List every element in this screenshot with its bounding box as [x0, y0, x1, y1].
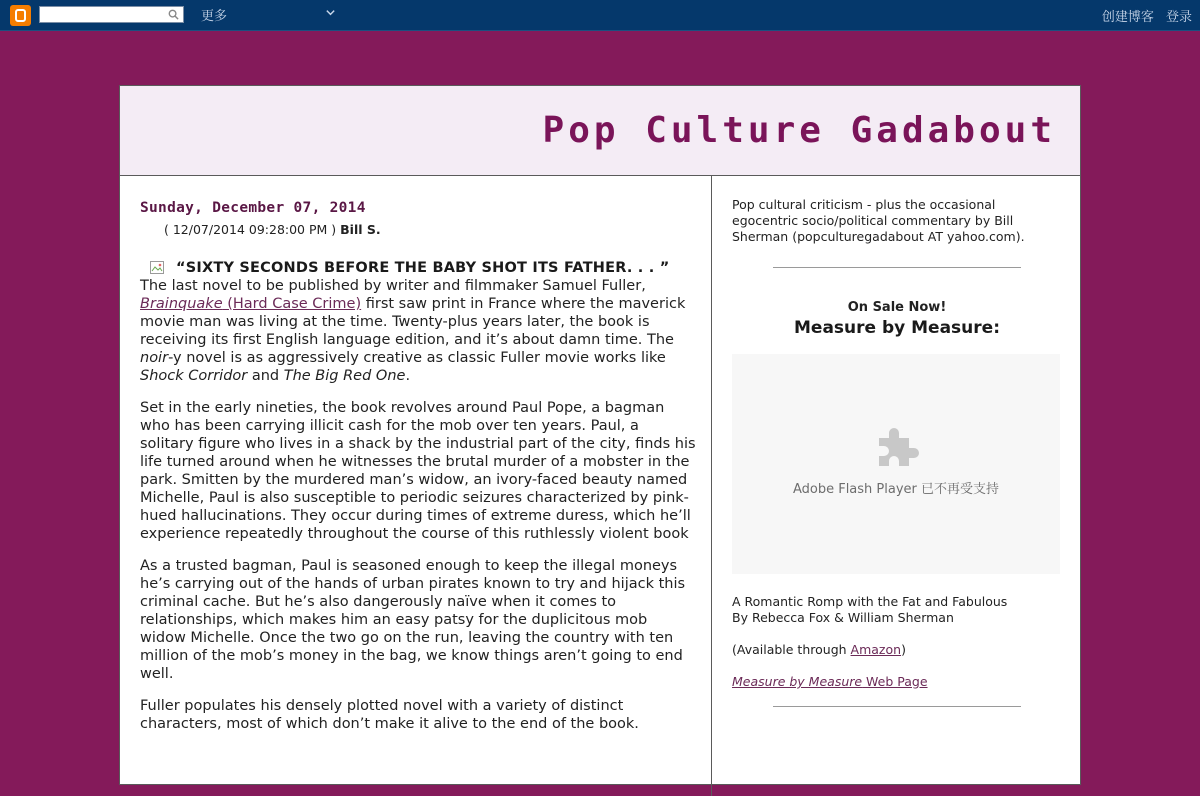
post-meta — [164, 221, 696, 239]
flash-unsupported-text: Adobe Flash Player 已不再受支持 — [792, 482, 1000, 497]
post-paragraph: Set in the early nineties, the book revolves around Paul Pope, a bagman who has been carrying illicit cash for the mob over ten years. Paul, a solitary figure who lives in a shack by the industrial part of the city, finds his life turned around when he witnesses the brutal murder of a mobster in the park. Smitten by the murdered man’s widow, an ivory-faced beauty named Michelle, Paul is also susceptible to periodic seizures characterized by pink-hued hallucinations. They occur during times of extreme duress, which he’ll experience repeatedly throughout the course of this ruthlessly violent book — [140, 400, 696, 542]
on-sale-label: On Sale Now! — [847, 300, 947, 315]
blog-description: Pop cultural criticism - plus the occasional egocentric socio/political commentary by Bill Sherman (popculturegadabout AT yahoo.com). — [732, 197, 1025, 244]
main-column — [140, 197, 696, 747]
create-blog-link[interactable]: 创建博客 — [1101, 10, 1154, 25]
text: -y novel is as aggressively creative as classic Fuller movie works like — [168, 350, 666, 366]
text: (Available through — [732, 642, 851, 657]
text: first saw print in France where the maverick movie man was living at the time. Twenty-plus years later, the book is receiving its first English language edition, and it’s about damn time. The — [140, 296, 686, 348]
text: (Hard Case Crime) — [222, 296, 362, 312]
text: and — [247, 368, 284, 384]
search-box — [39, 6, 184, 23]
amazon-link[interactable]: Amazon — [850, 642, 902, 657]
post-timestamp[interactable]: ( 12/07/2014 09:28:00 PM ) — [164, 222, 337, 237]
text: Measure by Measure — [732, 674, 863, 689]
column-divider — [711, 176, 712, 796]
post-paragraph — [140, 277, 696, 385]
webpage-line — [732, 674, 1062, 690]
text: Shock Corridor — [140, 368, 248, 384]
post-title: “SIXTY SECONDS BEFORE THE BABY SHOT ITS FATHER. . . ” — [176, 260, 670, 276]
text: The last novel to be published by writer and filmmaker Samuel Fuller, — [140, 278, 646, 294]
broken-image-icon — [150, 261, 166, 276]
book-info — [732, 594, 1062, 690]
navbar-actions — [1094, 6, 1192, 25]
more-menu[interactable]: 更多 — [201, 9, 228, 24]
post-title-row — [140, 259, 696, 277]
sidebar-divider — [773, 706, 1021, 707]
sidebar-divider — [773, 267, 1021, 268]
text: The Big Red One — [283, 368, 406, 384]
text: ) — [901, 642, 906, 657]
post-date: Sunday, December 07, 2014 — [140, 200, 366, 216]
text: Web Page — [862, 674, 928, 689]
blog-title[interactable]: Pop Culture Gadabout — [542, 110, 1056, 151]
text: By Rebecca Fox & William Sherman — [732, 610, 954, 625]
flash-placeholder[interactable] — [732, 354, 1060, 574]
text: A Romantic Romp with the Fat and Fabulous — [732, 594, 1008, 609]
puzzle-plugin-icon — [875, 424, 919, 468]
chevron-down-icon[interactable] — [325, 7, 336, 18]
blogger-navbar — [0, 0, 1200, 31]
post-paragraph: As a trusted bagman, Paul is seasoned enough to keep the illegal moneys he’s carrying out of the hands of urban pirates known to try and hijack this criminal cache. But he’s also dangerously naïve when it comes to relationships, which makes him an easy patsy for the duplicitous mob widow Michelle. Once the two go on the run, leaving the country with ten million of the mob’s money in the bag, we know things aren’t going to end well. — [140, 558, 686, 682]
book-title: Measure by Measure: — [794, 318, 1000, 338]
brainquake-link[interactable] — [140, 296, 361, 312]
post-body — [140, 277, 696, 733]
post-author: Bill S. — [340, 222, 381, 237]
text: . — [405, 368, 411, 384]
blogger-logo-icon[interactable] — [10, 5, 31, 26]
book-description — [732, 594, 1062, 626]
sidebar — [732, 197, 1062, 707]
search-input[interactable] — [42, 8, 162, 21]
post-paragraph: Fuller populates his densely plotted novel with a variety of distinct characters, most of which don’t make it alive to the end of the book. — [140, 698, 639, 732]
search-icon[interactable] — [168, 9, 179, 20]
text: noir — [140, 350, 169, 366]
book-webpage-link[interactable] — [732, 674, 928, 689]
blog-container — [119, 85, 1081, 785]
blog-header — [120, 86, 1080, 176]
sign-in-link[interactable]: 登录 — [1165, 10, 1192, 25]
availability — [732, 642, 1062, 658]
text: Brainquake — [140, 296, 223, 312]
